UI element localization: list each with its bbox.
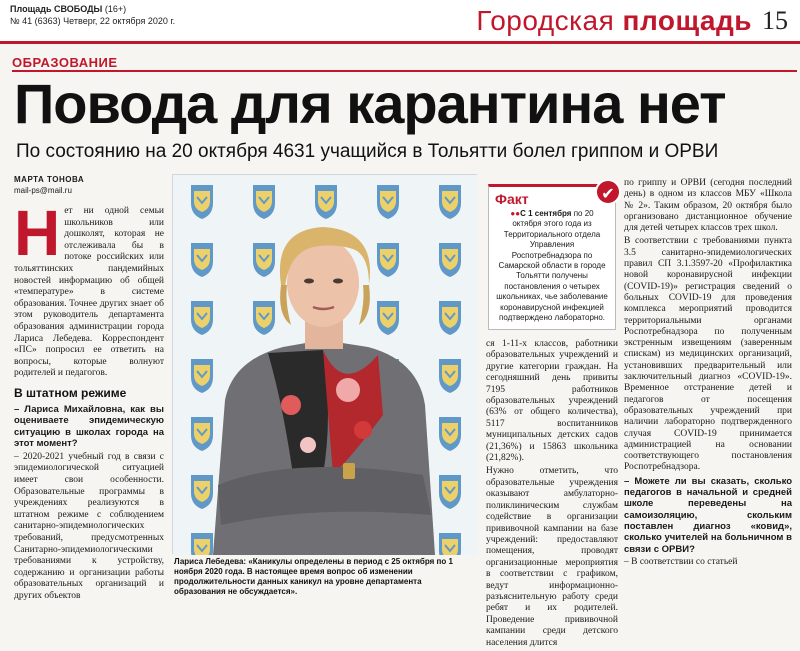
article-intro: ет ни одной семьи школьников или дошколят, которая не отслеживала бы в потоке российских или тольяттинских пандемийных новостей информацию об общей «температуре» в системе образования. Точнее других знает об этом руководитель департамента образования администрации города Лариса Лебедева. Корреспондент «ПС» попросил ее ответить на вопросы, которые волнуют родителей и педагогов. (14, 206, 164, 379)
interview-question-2: – Можете ли вы сказать, сколько педагогов в начальной и средней школе переведены на самоизоляцию, скольким поставлен диагноз «ковид», сколько учителей на больничном в связи с ОРВИ? (624, 475, 792, 555)
author-name: МАРТА ТОНОВА (14, 175, 85, 184)
drop-cap: Н (14, 197, 61, 269)
photo-caption (174, 557, 474, 597)
rubric-label: ОБРАЗОВАНИЕ (12, 55, 118, 70)
fact-body: по 20 октября этого года из Территориального отдела Управления Роспотребнадзора по Самарской области в городе Тольятти получены постановления о четырех школьниках, чье заболевание коронавирусной инфекцией подтверждено лабораторно. (496, 209, 608, 323)
author-email: mail-ps@mail.ru (14, 186, 72, 195)
section-title-light: Городская (476, 5, 615, 36)
page-number: 15 (762, 6, 788, 35)
checkmark-icon: ✔ (595, 179, 621, 205)
byline (14, 174, 84, 196)
masthead (0, 0, 800, 44)
fact-box (488, 184, 616, 330)
article-column-4 (624, 178, 792, 570)
interview-answer-2: – В соответствии со статьей (624, 556, 738, 567)
interview-answer: – 2020-2021 учебный год в связи с эпидемиологической ситуацией имеет свои особенности. Образовательные программы в учреждениях реализуются в штатном режиме с соблюдением санитарно-эпидемиологических требований, предусмотренных Санитарно-эпидемиологическими требованиями к устройству, содержанию и организации работы образовательных организаций и других объектов (14, 451, 164, 601)
bullet-dots-icon: ●● (510, 209, 521, 218)
section-title (476, 5, 752, 37)
paper-name: Площадь СВОБОДЫ (10, 4, 103, 14)
fact-text (495, 209, 609, 323)
issue-info (10, 3, 175, 27)
age-rating: (16+) (104, 4, 127, 14)
portrait-photo (172, 174, 477, 554)
fact-date: С 1 сентября (520, 209, 572, 218)
subheadline: По состоянию на 20 октября 4631 учащийся в Тольятти болел гриппом и ОРВИ (16, 141, 719, 162)
issue-line: № 41 (6363) Четверг, 22 октября 2020 г. (10, 16, 176, 26)
article-column-3 (486, 339, 618, 651)
support-paragraph: Нужно отметить, что образовательные учреждения оказывают амбулаторно-поликлиническим службам содействие в организации прививочной кампании на базе учреждений: предоставляют помещения, проводят организационные мероприятия в соответствии с графиком, ведут информационно-разъяснительную работу среди ребят и их родителей. Проведение прививочной кампании среди детского населения длится (486, 466, 618, 648)
headline: Повода для карантина нет (14, 72, 726, 135)
fact-label: Факт (495, 191, 529, 207)
vaccination-paragraph: ся 1-11-х классов, работники образовательных учреждений и другие категории граждан. На сегодняшний день привиты 7195 работников образовательных учреждений (63% от общего количества), 5117 воспитанников муниципальных детских садов (21,36%) и 15863 школьника (21,82%). (486, 339, 618, 464)
classes-paragraph: по гриппу и ОРВИ (сегодня последний день) в одном из классов МБУ «Школа № 2». Таким образом, 20 октября было организовано дистанционное обучение для детей четырех классов трех школ. (624, 178, 792, 234)
article-subheading: В штатном режиме (14, 385, 127, 400)
article-column-1 (14, 197, 164, 605)
caption-quote: «Каникулы определены в период с 25 октября по 1 ноября 2020 года. В настоящее время вопрос об изменении продолжительности данных каникул на уровне департамента образования не обсуждается». (174, 557, 453, 596)
rubric-bar (12, 54, 797, 72)
portrait-illustration (173, 175, 478, 555)
interview-question: – Лариса Михайловна, как вы оцениваете эпидемическую ситуацию в школах города на этот момент? (14, 403, 164, 450)
section-header (476, 2, 800, 40)
regulations-paragraph: В соответствии с требованиями пункта 3.5 санитарно-эпидемиологических правил СП 3.1.3597-20 «Профилактика новой коронавирусной инфекции (COVID-19)» регистрация сведений о больных COVID-19 для проведения комплекса мероприятий проводится территориальными органами Роспотребнадзора по полученным экстренным извещениям (заверенным спискам) из медицинских организаций, установивших предварительный или заключительный диагноз «COVID-19». Временное отстранение детей и педагогов от посещения образовательных учреждений при наличии лабораторно подтвержденного случая COVID-19 принимается администрацией на основании соответствующего постановления Роспотребнадзора. (624, 236, 792, 473)
caption-name: Лариса Лебедева: (174, 557, 247, 566)
section-title-bold: площадь (622, 5, 752, 36)
